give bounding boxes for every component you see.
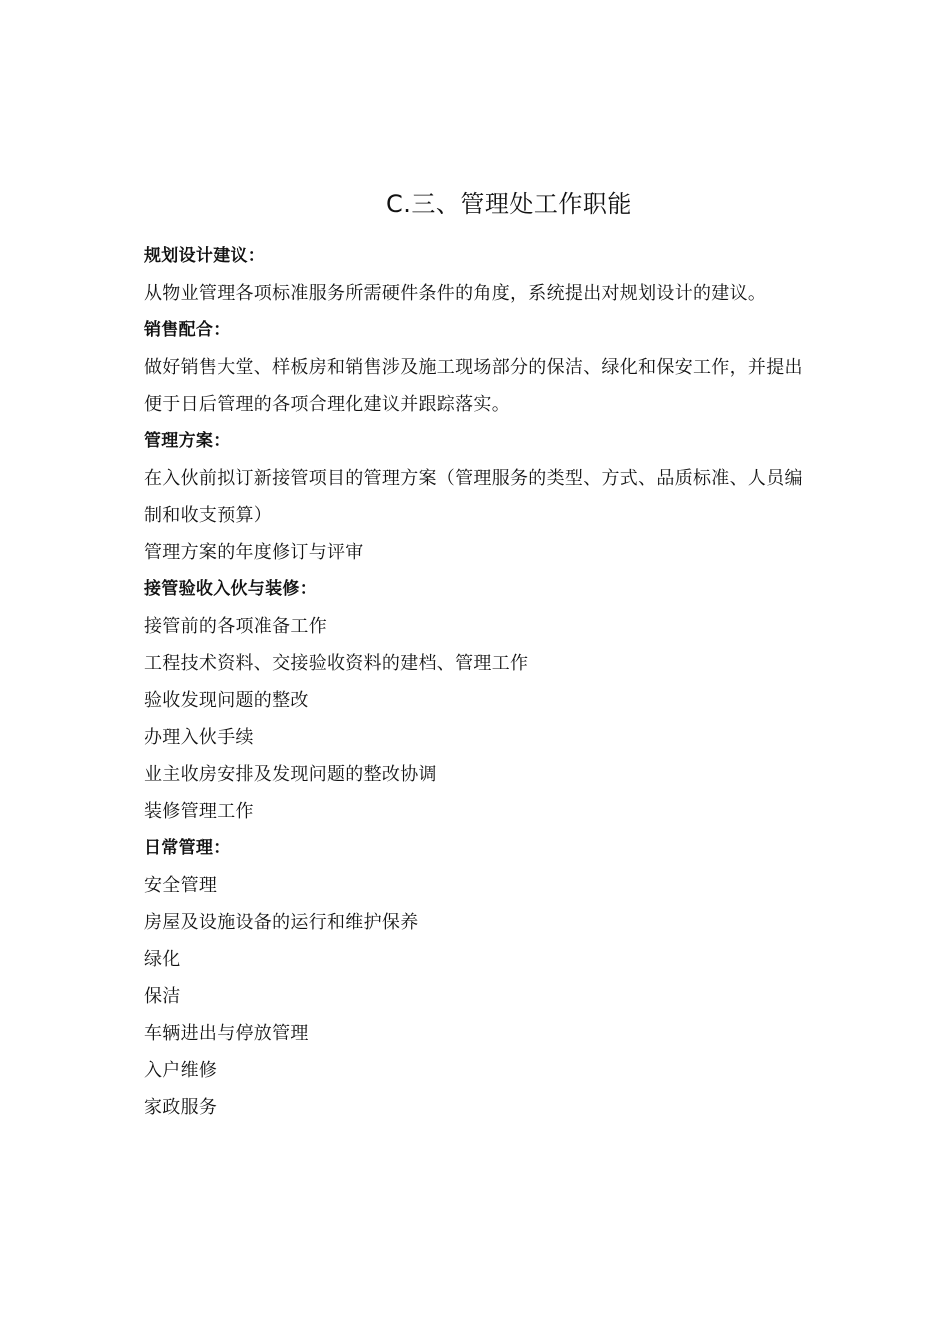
- section-heading: 规划设计建议：: [144, 246, 266, 266]
- section-heading: 接管验收入伙与装修：: [144, 579, 317, 599]
- paragraph-line: 管理方案的年度修订与评审: [144, 542, 364, 563]
- list-item: 保洁: [144, 986, 181, 1007]
- list-item: 验收发现问题的整改: [144, 690, 309, 711]
- paragraph-line: 从物业管理各项标准服务所需硬件条件的角度，系统提出对规划设计的建议。: [144, 283, 767, 304]
- paragraph-line: 制和收支预算）: [144, 505, 273, 526]
- section-heading: 管理方案：: [144, 431, 231, 451]
- paragraph-line: 做好销售大堂、样板房和销售涉及施工现场部分的保洁、绿化和保安工作，并提出: [144, 357, 803, 378]
- list-item: 装修管理工作: [144, 801, 254, 822]
- list-item: 工程技术资料、交接验收资料的建档、管理工作: [144, 653, 529, 674]
- section-heading: 销售配合：: [144, 320, 231, 340]
- page-title: C.三、管理处工作职能: [386, 190, 632, 218]
- paragraph-line: 便于日后管理的各项合理化建议并跟踪落实。: [144, 394, 510, 415]
- list-item: 办理入伙手续: [144, 727, 254, 748]
- section-heading: 日常管理：: [144, 838, 231, 858]
- list-item: 安全管理: [144, 875, 218, 896]
- list-item: 绿化: [144, 949, 181, 970]
- list-item: 家政服务: [144, 1097, 218, 1118]
- list-item: 车辆进出与停放管理: [144, 1023, 309, 1044]
- list-item: 接管前的各项准备工作: [144, 616, 327, 637]
- list-item: 房屋及设施设备的运行和维护保养: [144, 912, 419, 933]
- list-item: 入户维修: [144, 1060, 218, 1081]
- paragraph-line: 在入伙前拟订新接管项目的管理方案（管理服务的类型、方式、品质标准、人员编: [144, 468, 803, 489]
- list-item: 业主收房安排及发现问题的整改协调: [144, 764, 437, 785]
- document-body: [144, 238, 844, 1126]
